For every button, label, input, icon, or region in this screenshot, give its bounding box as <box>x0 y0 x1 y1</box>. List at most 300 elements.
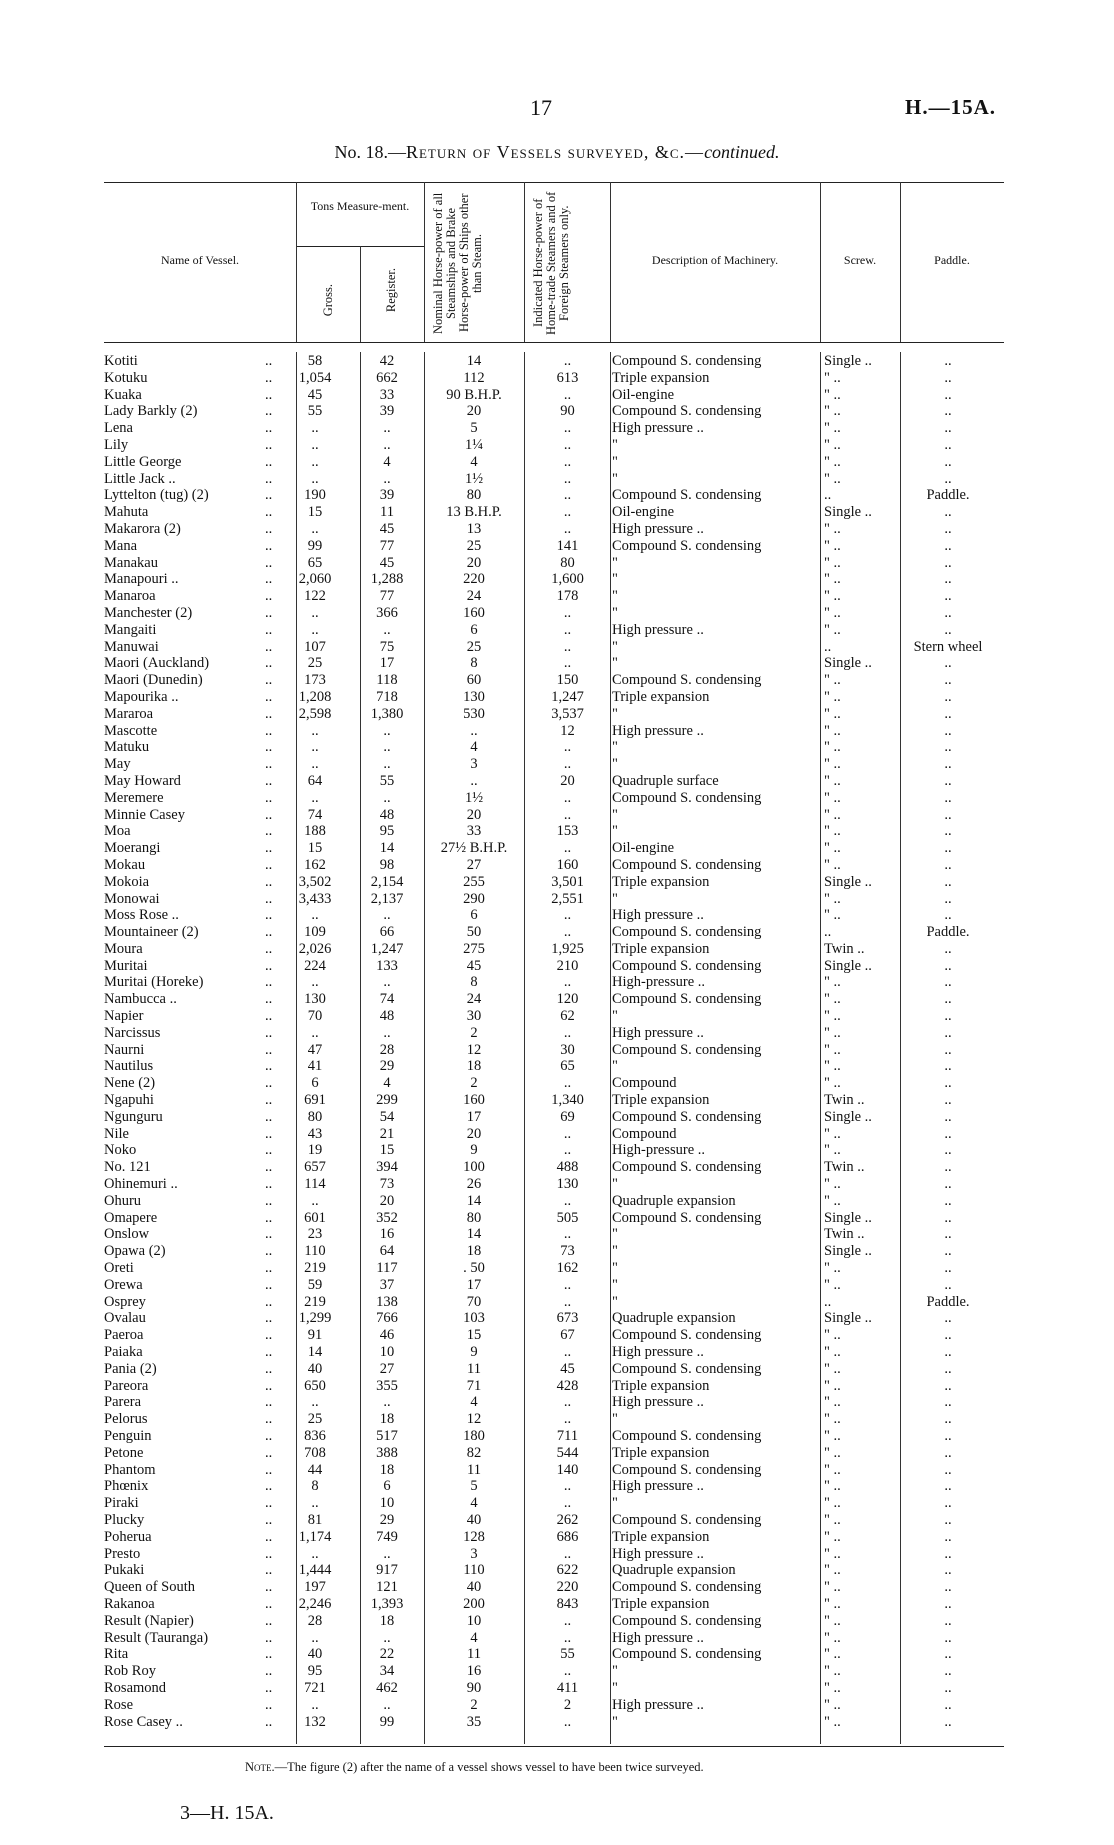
screw-type: " .. <box>824 604 841 621</box>
col-rule <box>900 182 901 342</box>
screw-type: " .. <box>824 1125 841 1142</box>
vessel-name: Moss Rose .. <box>104 907 179 924</box>
nominal-horse-power: 1½ <box>464 789 484 806</box>
vessel-name: Opawa (2) <box>104 1243 166 1260</box>
screw-type: " .. <box>824 756 841 773</box>
screw-type: " .. <box>824 1595 841 1612</box>
vessel-name: Petone <box>104 1444 144 1461</box>
signature-mark: 3—H. 15A. <box>180 1802 274 1824</box>
indicated-horse-power: .. <box>563 353 572 369</box>
paddle-type: .. <box>944 739 952 756</box>
machinery-description: High pressure .. <box>612 722 704 739</box>
nominal-horse-power: 8 <box>470 974 478 991</box>
table-title <box>0 142 1114 163</box>
indicated-horse-power: 150 <box>556 672 579 689</box>
vessel-name: Rose <box>104 1696 133 1713</box>
machinery-description: " <box>612 756 618 773</box>
table-row <box>0 857 1114 874</box>
gross-tons: 40 <box>307 1360 323 1377</box>
machinery-description: Compound S. condensing <box>612 672 762 689</box>
screw-type: " .. <box>824 688 841 705</box>
nominal-horse-power: 275 <box>463 940 485 957</box>
leader-dots: .. <box>265 890 273 907</box>
vessel-name: Piraki <box>104 1495 139 1512</box>
nominal-horse-power: 128 <box>463 1528 485 1545</box>
machinery-description: " <box>612 655 618 672</box>
table-row <box>0 1344 1114 1361</box>
table-row <box>0 1294 1114 1311</box>
screw-type: " .. <box>824 789 841 806</box>
machinery-description: " <box>612 588 618 605</box>
leader-dots: .. <box>265 924 273 941</box>
register-tons: 98 <box>379 856 395 873</box>
indicated-horse-power: 162 <box>556 1260 579 1277</box>
nominal-horse-power: 30 <box>466 1008 482 1025</box>
indicated-horse-power: 505 <box>556 1209 579 1226</box>
machinery-description: Triple expansion <box>612 873 710 890</box>
screw-type: " .. <box>824 1495 841 1512</box>
register-tons: 718 <box>376 688 398 705</box>
table-row <box>0 1596 1114 1613</box>
paddle-type: .. <box>944 1159 952 1176</box>
indicated-horse-power: 12 <box>560 722 575 739</box>
vessel-name: Makarora (2) <box>104 520 181 537</box>
register-tons: 54 <box>379 1108 395 1125</box>
screw-type: " .. <box>824 621 841 638</box>
vessel-name: Moerangi <box>104 840 161 857</box>
register-tons: .. <box>383 1696 391 1713</box>
table-row <box>0 1058 1114 1075</box>
machinery-description: " <box>612 1176 618 1193</box>
header-nominal-hp: Nominal Horse-power of all Steamships and Brake Horse-power of Ships other than Steam. <box>431 192 484 334</box>
screw-type: " .. <box>824 1528 841 1545</box>
gross-tons: 657 <box>304 1159 326 1176</box>
screw-type: Single .. <box>824 655 872 672</box>
register-tons: 4 <box>383 453 391 470</box>
register-tons: 352 <box>376 1209 398 1226</box>
paddle-type: .. <box>944 453 952 470</box>
register-tons: .. <box>383 1394 391 1411</box>
register-tons: 45 <box>379 520 395 537</box>
leader-dots: .. <box>265 537 273 554</box>
machinery-description: Compound S. condensing <box>612 1108 762 1125</box>
gross-tons: 40 <box>307 1646 323 1663</box>
table-row <box>0 1546 1114 1563</box>
indicated-horse-power: .. <box>563 655 572 672</box>
paddle-type: .. <box>944 1394 952 1411</box>
machinery-description: " <box>612 571 618 588</box>
table-row <box>0 1512 1114 1529</box>
indicated-horse-power: .. <box>563 1192 572 1209</box>
table-row <box>0 521 1114 538</box>
vessel-name: Maori (Auckland) <box>104 655 210 672</box>
register-tons: .. <box>383 436 391 453</box>
register-tons: 15 <box>379 1142 395 1159</box>
gross-tons: 47 <box>307 1041 323 1058</box>
vessel-name: Naurni <box>104 1041 145 1058</box>
screw-type: .. <box>824 924 832 941</box>
indicated-horse-power: .. <box>563 1629 572 1646</box>
register-tons: 77 <box>379 537 395 554</box>
gross-tons: 197 <box>304 1579 326 1596</box>
nominal-horse-power: 20 <box>466 806 482 823</box>
paddle-type: .. <box>944 1663 952 1680</box>
nominal-horse-power: 6 <box>470 621 478 638</box>
nominal-horse-power: 82 <box>466 1444 482 1461</box>
vessel-name: Lady Barkly (2) <box>104 403 198 420</box>
nominal-horse-power: 12 <box>466 1411 482 1428</box>
register-tons: .. <box>383 420 391 437</box>
machinery-description: " <box>612 1276 618 1293</box>
vessel-name: Muritai <box>104 957 148 974</box>
vessel-name: Mountaineer (2) <box>104 924 199 941</box>
machinery-description: " <box>612 436 618 453</box>
gross-tons: 74 <box>307 806 323 823</box>
machinery-description: Triple expansion <box>612 1444 710 1461</box>
gross-tons: 91 <box>307 1327 323 1344</box>
table-row <box>0 1462 1114 1479</box>
screw-type: " .. <box>824 571 841 588</box>
vessel-name: Manaroa <box>104 588 156 605</box>
screw-type: Single .. <box>824 1108 872 1125</box>
table-row <box>0 1361 1114 1378</box>
machinery-description: " <box>612 739 618 756</box>
nominal-horse-power: 130 <box>463 688 485 705</box>
vessel-name: Ohinemuri .. <box>104 1176 178 1193</box>
gross-tons: .. <box>311 470 319 487</box>
paddle-type: .. <box>944 991 952 1008</box>
gross-tons: 601 <box>304 1209 326 1226</box>
gross-tons: 114 <box>304 1176 326 1193</box>
paddle-type: .. <box>944 1679 952 1696</box>
register-tons: 16 <box>379 1226 395 1243</box>
header-screw: Screw. <box>843 253 877 267</box>
paddle-type: .. <box>944 353 952 369</box>
indicated-horse-power: 160 <box>556 856 579 873</box>
indicated-horse-power: 686 <box>556 1528 579 1545</box>
indicated-horse-power: 67 <box>560 1327 575 1344</box>
screw-type: Single .. <box>824 504 872 521</box>
register-tons: 2,137 <box>370 890 404 907</box>
indicated-horse-power: 3,537 <box>551 705 584 722</box>
table-row <box>0 1663 1114 1680</box>
register-tons: .. <box>383 974 391 991</box>
machinery-description: High-pressure .. <box>612 1142 706 1159</box>
machinery-description: Triple expansion <box>612 369 710 386</box>
table-row <box>0 790 1114 807</box>
paddle-type: .. <box>944 940 952 957</box>
gross-tons: 219 <box>304 1293 326 1310</box>
leader-dots: .. <box>265 1344 273 1361</box>
leader-dots: .. <box>265 420 273 437</box>
table-row <box>0 1529 1114 1546</box>
paddle-type: .. <box>944 1041 952 1058</box>
machinery-description: Compound S. condensing <box>612 1579 762 1596</box>
leader-dots: .. <box>265 1713 273 1730</box>
table-row <box>0 739 1114 756</box>
gross-tons: 25 <box>307 655 323 672</box>
register-tons: 64 <box>379 1243 395 1260</box>
indicated-horse-power: .. <box>563 1125 572 1142</box>
leader-dots: .. <box>265 571 273 588</box>
indicated-horse-power: 69 <box>560 1108 575 1125</box>
paddle-type: .. <box>944 403 952 420</box>
machinery-description: Compound S. condensing <box>612 1461 762 1478</box>
paddle-type: .. <box>944 1226 952 1243</box>
paddle-type: .. <box>944 1713 952 1730</box>
leader-dots: .. <box>265 621 273 638</box>
machinery-description: Compound S. condensing <box>612 856 762 873</box>
table-row <box>0 437 1114 454</box>
nominal-horse-power: .. <box>470 772 478 789</box>
screw-type: " .. <box>824 1142 841 1159</box>
vessel-name: Ngunguru <box>104 1108 163 1125</box>
table-row <box>0 689 1114 706</box>
nominal-horse-power: 110 <box>463 1562 485 1579</box>
table-row <box>0 672 1114 689</box>
gross-tons: .. <box>311 604 319 621</box>
leader-dots: .. <box>265 974 273 991</box>
leader-dots: .. <box>265 1562 273 1579</box>
table-row <box>0 1159 1114 1176</box>
paddle-type: .. <box>944 856 952 873</box>
screw-type: " .. <box>824 1511 841 1528</box>
table-row <box>0 1378 1114 1395</box>
paddle-type: .. <box>944 1125 952 1142</box>
table-row <box>0 420 1114 437</box>
paddle-type: .. <box>944 1260 952 1277</box>
paddle-type: .. <box>944 1562 952 1579</box>
nominal-horse-power: 112 <box>463 369 485 386</box>
screw-type: " .. <box>824 890 841 907</box>
table-row <box>0 974 1114 991</box>
paddle-type: .. <box>944 1360 952 1377</box>
gross-tons: 1,208 <box>298 688 332 705</box>
table-row <box>0 555 1114 572</box>
gross-tons: 109 <box>304 924 326 941</box>
nominal-horse-power: 20 <box>466 403 482 420</box>
indicated-horse-power: .. <box>563 1075 572 1092</box>
screw-type: .. <box>824 1293 832 1310</box>
table-row <box>0 941 1114 958</box>
vessel-name: Monowai <box>104 890 160 907</box>
paddle-type: .. <box>944 520 952 537</box>
machinery-description: Compound S. condensing <box>612 403 762 420</box>
indicated-horse-power: .. <box>563 1663 572 1680</box>
paddle-type: .. <box>944 436 952 453</box>
screw-type: " .. <box>824 1545 841 1562</box>
indicated-horse-power: .. <box>563 756 572 773</box>
leader-dots: .. <box>265 638 273 655</box>
table-row <box>0 588 1114 605</box>
leader-dots: .. <box>265 1360 273 1377</box>
register-tons: 299 <box>376 1092 398 1109</box>
machinery-description: High pressure .. <box>612 1696 704 1713</box>
leader-dots: .. <box>265 873 273 890</box>
register-tons: 355 <box>376 1377 398 1394</box>
nominal-horse-power: 25 <box>466 638 482 655</box>
nominal-horse-power: 2 <box>470 1075 478 1092</box>
indicated-horse-power: 262 <box>556 1511 579 1528</box>
paddle-type: .. <box>944 1192 952 1209</box>
machinery-description: Quadruple surface <box>612 772 719 789</box>
screw-type: " .. <box>824 772 841 789</box>
vessel-name: Napier <box>104 1008 144 1025</box>
indicated-horse-power: 120 <box>556 991 579 1008</box>
machinery-description: Oil-engine <box>612 504 675 521</box>
gross-tons: 1,174 <box>298 1528 332 1545</box>
table-row <box>0 1042 1114 1059</box>
leader-dots: .. <box>265 672 273 689</box>
table-row <box>0 1092 1114 1109</box>
nominal-horse-power: 80 <box>466 1209 482 1226</box>
vessel-name: Penguin <box>104 1428 152 1444</box>
gross-tons: 95 <box>307 1663 323 1680</box>
register-tons: 73 <box>379 1176 395 1193</box>
nominal-horse-power: 4 <box>470 1495 478 1512</box>
vessel-name: Presto <box>104 1545 141 1562</box>
indicated-horse-power: .. <box>563 1293 572 1310</box>
header-bottom-rule <box>104 342 1004 343</box>
screw-type: " .. <box>824 453 841 470</box>
col-rule <box>424 182 425 342</box>
nominal-horse-power: 90 B.H.P. <box>446 386 502 403</box>
gross-tons: 130 <box>304 991 326 1008</box>
machinery-description: " <box>612 1058 618 1075</box>
leader-dots: .. <box>265 1226 273 1243</box>
indicated-horse-power: 428 <box>556 1377 579 1394</box>
leader-dots: .. <box>265 756 273 773</box>
paddle-type: .. <box>944 1024 952 1041</box>
header-tons-measurement: Tons Measure-ment. <box>310 199 410 213</box>
screw-type: " .. <box>824 369 841 386</box>
indicated-horse-power: 1,925 <box>551 940 584 957</box>
table-row <box>0 1243 1114 1260</box>
vessel-name: Onslow <box>104 1226 150 1243</box>
vessel-name: Mokau <box>104 856 146 873</box>
vessel-name: Rosamond <box>104 1679 167 1696</box>
paddle-type: .. <box>944 655 952 672</box>
leader-dots: .. <box>265 789 273 806</box>
machinery-description: Compound <box>612 1075 677 1092</box>
screw-type: " .. <box>824 823 841 840</box>
machinery-description: Triple expansion <box>612 1595 710 1612</box>
screw-type: .. <box>824 638 832 655</box>
machinery-description: " <box>612 554 618 571</box>
table-row <box>0 622 1114 639</box>
gross-tons: 1,444 <box>298 1562 332 1579</box>
machinery-description: High pressure .. <box>612 1545 704 1562</box>
register-tons: 20 <box>379 1192 395 1209</box>
table-row <box>0 1478 1114 1495</box>
leader-dots: .. <box>265 1293 273 1310</box>
machinery-description: " <box>612 1008 618 1025</box>
machinery-description: Compound S. condensing <box>612 353 762 369</box>
machinery-description: " <box>612 823 618 840</box>
table-row <box>0 1394 1114 1411</box>
indicated-horse-power: 62 <box>560 1008 575 1025</box>
nominal-horse-power: 11 <box>467 1461 481 1478</box>
page-number: 17 <box>530 95 552 120</box>
nominal-horse-power: 40 <box>466 1511 482 1528</box>
indicated-horse-power: .. <box>563 604 572 621</box>
paddle-type: .. <box>944 1377 952 1394</box>
table-row <box>0 773 1114 790</box>
nominal-horse-power: 14 <box>466 1192 482 1209</box>
vessel-name: Ohuru <box>104 1192 142 1209</box>
screw-type: " .. <box>824 1394 841 1411</box>
paddle-type: .. <box>944 1008 952 1025</box>
indicated-horse-power: 622 <box>556 1562 579 1579</box>
indicated-horse-power: 141 <box>556 537 579 554</box>
footnote <box>245 1760 704 1775</box>
machinery-description: Triple expansion <box>612 1092 710 1109</box>
register-tons: 121 <box>376 1579 398 1596</box>
gross-tons: 162 <box>304 856 326 873</box>
vessel-name: Osprey <box>104 1293 146 1310</box>
screw-type: " .. <box>824 1192 841 1209</box>
gross-tons: .. <box>311 756 319 773</box>
register-tons: 22 <box>379 1646 395 1663</box>
indicated-horse-power: 130 <box>556 1176 579 1193</box>
paddle-type: .. <box>944 705 952 722</box>
machinery-description: Compound S. condensing <box>612 1360 762 1377</box>
screw-type: Single .. <box>824 873 872 890</box>
machinery-description: " <box>612 1260 618 1277</box>
nominal-horse-power: 13 B.H.P. <box>446 504 502 521</box>
vessel-name: Moura <box>104 940 143 957</box>
machinery-description: Triple expansion <box>612 940 710 957</box>
paddle-type: Stern wheel <box>913 638 983 655</box>
leader-dots: .. <box>265 940 273 957</box>
register-tons: 18 <box>379 1461 395 1478</box>
machinery-description: Compound S. condensing <box>612 789 762 806</box>
screw-type: " .. <box>824 436 841 453</box>
col-rule <box>524 182 525 342</box>
register-tons: 18 <box>379 1612 395 1629</box>
screw-type: " .. <box>824 470 841 487</box>
header-top-rule <box>104 182 1004 183</box>
screw-type: " .. <box>824 1176 841 1193</box>
register-tons: 48 <box>379 806 395 823</box>
table-row <box>0 1714 1114 1731</box>
table-row <box>0 1193 1114 1210</box>
vessel-name: Narcissus <box>104 1024 161 1041</box>
indicated-horse-power: .. <box>563 1411 572 1428</box>
screw-type: " .. <box>824 1428 841 1444</box>
register-tons: .. <box>383 621 391 638</box>
vessel-name: Omapere <box>104 1209 158 1226</box>
footnote-label: Note. <box>245 1760 275 1774</box>
title-main: Return of Vessels surveyed, &c.— <box>405 142 705 162</box>
table-row <box>0 706 1114 723</box>
machinery-description: " <box>612 1713 618 1730</box>
vessel-name: Result (Tauranga) <box>104 1629 209 1646</box>
vessel-name: Mararoa <box>104 705 154 722</box>
gross-tons: .. <box>311 1024 319 1041</box>
nominal-horse-power: 35 <box>466 1713 482 1730</box>
paddle-type: .. <box>944 1428 952 1444</box>
screw-type: " .. <box>824 974 841 991</box>
nominal-horse-power: 33 <box>466 823 482 840</box>
register-tons: 2,154 <box>370 873 404 890</box>
register-tons: 6 <box>383 1478 391 1495</box>
gross-tons: 15 <box>307 504 323 521</box>
register-tons: .. <box>383 789 391 806</box>
indicated-horse-power: .. <box>563 1612 572 1629</box>
screw-type: " .. <box>824 588 841 605</box>
gross-tons: 2,026 <box>298 940 332 957</box>
